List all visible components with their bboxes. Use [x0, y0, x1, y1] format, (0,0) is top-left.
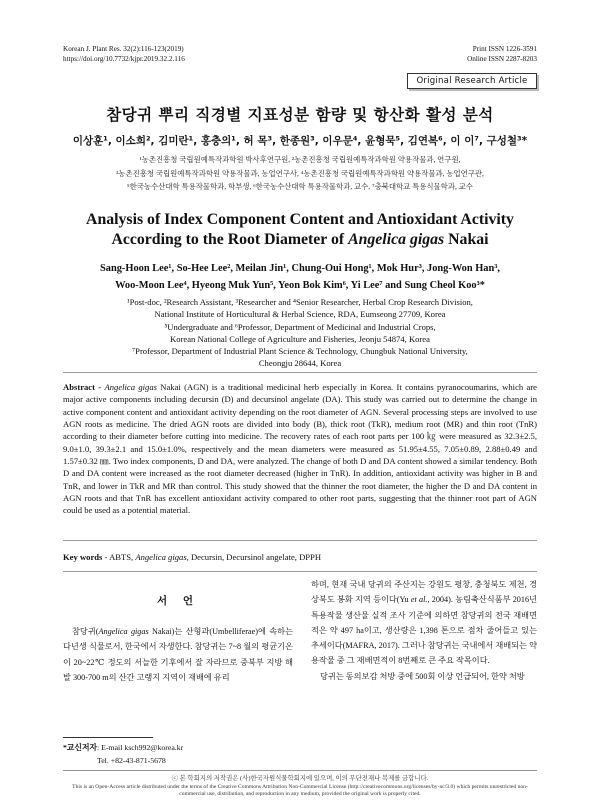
english-affiliations — [60, 296, 540, 370]
english-title-line1: Analysis of Index Component Content and Antioxidant Activity — [86, 211, 514, 228]
english-authors-line: Sang-Hoon Lee¹, So-Hee Lee², Meilan Jin¹, Chung-Oui Hong¹, Mok Hur³, Jong-Won Han³, — [99, 263, 500, 274]
paragraph-text: 하며, 현재 국내 당귀의 주산지는 강원도 평창, 충청북도 제천, 경상북도 봉화 지역 등이다(Yu — [311, 580, 537, 605]
footnote-tel: Tel. +82-43-871-5678 — [97, 756, 166, 765]
keywords-label: Key words — [63, 552, 103, 562]
abstract-species: Angelica gigas — [104, 382, 157, 392]
korean-affiliation-line: ⁵한국농수산대학 특용작물학과, 학부생, ⁶한국농수산대학 특용작물학과, 교수, ⁷충북대학교 특용식물학과, 교수 — [127, 182, 473, 191]
english-title — [0, 210, 600, 250]
citation-etal: et al. — [410, 595, 428, 605]
paragraph-text: Nakai)는 산형과(Umbelliferae)에 속하는 다년생 식물로서, 한국에서 자생한다. 참당귀는 7~8 월의 평균기온이 20~22℃ 정도의 서늘한 기후에서 잘 자라므로 중북부 지방 해발 300-700 m의 산간 고랭지 지역이 재배에 유리 — [63, 627, 293, 682]
paragraph-text: 참당귀( — [72, 627, 99, 636]
body-divider — [63, 571, 537, 572]
right-column — [311, 577, 537, 684]
english-affiliation-line: ⁷Professor, Department of Industrial Plant Science & Technology, Chungbuk National University, — [132, 346, 468, 357]
title-species: Angelica gigas — [348, 231, 445, 248]
issn-block — [467, 44, 537, 64]
intro-paragraph-continued — [311, 577, 537, 669]
keywords-divider — [63, 540, 537, 541]
english-affiliation-line: Cheongju 28644, Korea — [258, 358, 342, 369]
footnote-email[interactable]: : E-mail ksch992@korea.kr — [97, 743, 184, 752]
english-title-line2 — [0, 230, 600, 250]
korean-affiliations — [60, 153, 540, 194]
left-column — [63, 594, 293, 685]
doi-link[interactable]: https://doi.org/10.7732/kjpr.2019.32.2.116 — [63, 55, 185, 63]
keywords — [63, 552, 537, 562]
abstract-divider — [63, 372, 537, 373]
korean-affiliation-line: ¹농촌진흥청 국립원예특작과학원 박사후연구원, ²농촌진흥청 국립원예특작과학원 약용작물과, 연구원, — [139, 155, 461, 164]
english-affiliation-line: National Institute of Horticultural & Herbal Science, RDA, Eumseong 27709, Korea — [154, 309, 446, 320]
title-text: According to the Root Diameter of — [111, 231, 349, 248]
online-issn: Online ISSN 2287-8203 — [467, 55, 537, 63]
keywords-species: Angelica gigas — [135, 552, 187, 562]
footnote-divider — [63, 737, 153, 738]
footnote-label: *교신저자 — [63, 743, 98, 752]
intro-paragraph — [63, 624, 293, 685]
korean-title: 참당귀 뿌리 직경별 지표성분 함량 및 항산화 활성 분석 — [106, 106, 494, 124]
section-heading-introduction: 서 언 — [157, 595, 199, 607]
journal-citation — [63, 44, 185, 64]
article-type-badge: Original Research Article — [407, 73, 537, 89]
footer-divider — [63, 770, 537, 771]
korean-authors: 이상훈¹, 이소희², 김미란¹, 홍충의¹, 허 목³, 한종원³, 이우문⁴, 윤형묵⁵, 김연복⁶, 이 이⁷, 구성철³* — [72, 135, 528, 147]
copyright-notice-korean: ⓒ 본 학회지의 저작권은 (사)한국자원식물학회지에 있으며, 이의 무단전재나 복제를 금합니다. — [171, 775, 429, 782]
abstract-label: Abstract - — [63, 382, 105, 392]
abstract-text: Nakai (AGN) is a traditional medicinal herb especially in Korea. It contains pyranocoumarins, which are major active components including decursin (D) and decursinol angelate (DA). This study was carried out to determine the change in active component content and antioxidant activity depending on the root diameter of AGN. Several processing steps are involved to use AGN roots as medicine. The dried AGN roots are divided into body (B), thick root (TkR), medium root (MR) and thin root (TnR) according to their diameter before cutting into medicine. The recovery rates of each root parts per 100 ㎏ were measured as 32.3±2.5, 9.0±1.0, 39.3±2.1 and 15.0±1.0%, respectively and the mean diameters were measured as 51.95±4.55, 7.05±0.89, 2.88±0.49 and 1.57±0.32 ㎜. Two index components, D and DA, were analyzed. The change of both D and DA content showed a similar tendency. Both D and DA content were increased as the root diameter decreased (higher in TnR). In addition, antioxidant activity was higher in B and TnR, and lower in TkR and MR than control. This study showed that the thinner the root diameter, the higher the D and DA content in AGN roots and that TnR has excellent antioxidant activity compared to other root parts, suggesting that the thinner root part of AGN could be used as a potential material. — [63, 382, 537, 516]
english-affiliation-line: ⁵Undergraduate and ⁶Professor, Department of Medicinal and Industrial Crops, — [164, 321, 436, 332]
english-authors — [60, 260, 540, 294]
print-issn: Print ISSN 1226-3591 — [472, 45, 537, 53]
intro-paragraph: 당귀는 동의보감 처방 중에 500회 이상 언급되어, 한약 처방 — [320, 671, 525, 681]
paragraph-text: , 2004). 농림축산식품부 2016년 특용작물 생산물 실적 조사 기준에 의하면 참당귀의 전국 재배면적은 약 497 ha이고, 생산량은 1,398 톤으로 점차 줄어들고 있는 추세이다(MAFRA, 2017). 그러나 참당귀는 국내에서 재배되는 약용작물 중 그 재배면적이 8번째로 큰 주요 작목이다. — [311, 595, 537, 666]
english-affiliation-line: Korean National College of Agriculture and Fisheries, Jeonju 54874, Korea — [170, 333, 430, 344]
english-authors-line: Woo-Moon Lee⁴, Hyeong Muk Yun⁵, Yeon Bok Kim⁶, Yi Lee⁷ and Sung Cheol Koo³* — [115, 280, 485, 291]
title-text: Nakai — [444, 231, 489, 248]
journal-line: Korean J. Plant Res. 32(2):116-123(2019) — [63, 45, 184, 53]
english-affiliation-line: ¹Post-doc, ²Research Assistant, ³Researcher and ⁴Senior Researcher, Herbal Crop Research Division, — [127, 297, 473, 307]
abstract — [63, 381, 537, 517]
open-access-license-notice: This is an Open-Access article distributed under the terms of the Creative Commons Attribution Non-Commercial License (http://creativecommons.org/licenses/by-nc/3.0) which permits unrestricted non-commercial use, distribution, and reproduction in any medium, provided the original work is properly cited. — [72, 784, 528, 798]
corresponding-author-footnote — [63, 741, 183, 767]
keywords-text: , Decursin, Decursinol angelate, DPPH — [186, 552, 322, 562]
keywords-text: - ABTS, — [102, 552, 136, 562]
paragraph-species: Angelica gigas — [98, 627, 149, 636]
korean-affiliation-line: ³농촌진흥청 국립원예특작과학원 약용작물과, 농업연구사, ⁴농촌진흥청 국립원예특작과학원 약용작물과, 농업연구관, — [116, 168, 484, 178]
